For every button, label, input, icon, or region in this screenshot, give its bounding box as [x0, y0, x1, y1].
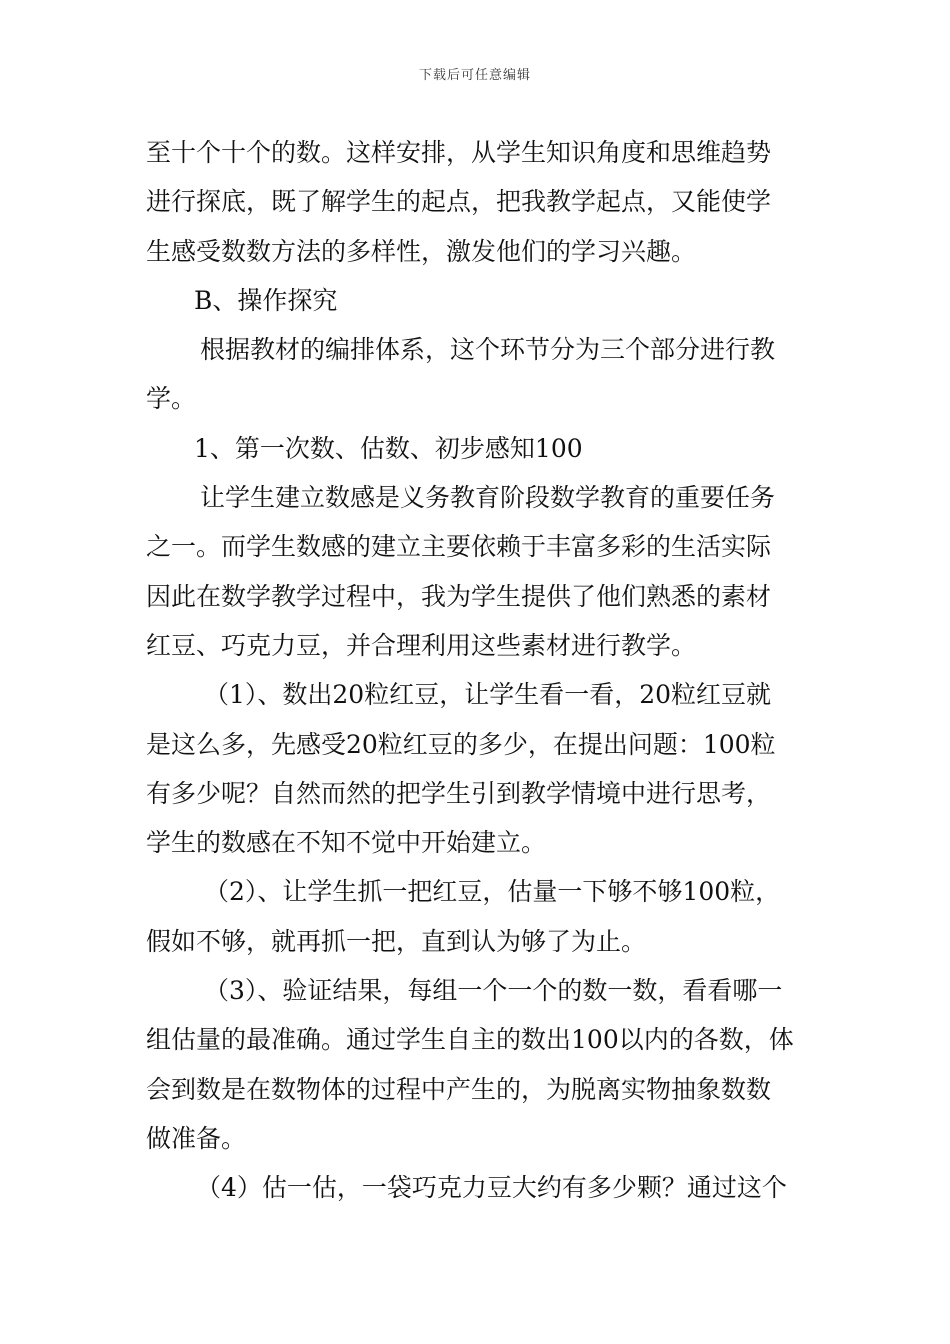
page-header: 下载后可任意编辑 [418, 68, 531, 83]
list-item: （3）、验证结果，每组一个一个的数一数，看看哪一 [204, 976, 783, 1006]
text-line: 根据教材的编排体系，这个环节分为三个部分进行教 [200, 335, 776, 365]
text-line: 因此在数学教学过程中，我为学生提供了他们熟悉的素材 [146, 581, 772, 611]
text-line: 让学生建立数感是义务教育阶段数学教育的重要任务 [200, 483, 776, 513]
document-body [146, 128, 808, 1213]
text-line: 假如不够，就再抓一把，直到认为够了为止。 [146, 926, 647, 956]
list-item: （1）、数出20粒红豆，让学生看一看，20粒红豆就 [204, 680, 772, 710]
text-line: 是这么多，先感受20粒红豆的多少，在提出问题：100粒 [146, 729, 776, 759]
text-line: 做准备。 [146, 1123, 247, 1153]
text-line: 红豆、巧克力豆，并合理利用这些素材进行教学。 [146, 630, 697, 660]
text-line: 有多少呢？自然而然的把学生引到教学情境中进行思考， [146, 778, 772, 808]
text-line: 会到数是在数物体的过程中产生的，为脱离实物抽象数数 [146, 1074, 772, 1104]
text-line: 组估量的最准确。通过学生自主的数出100以内的各数，体 [146, 1025, 794, 1055]
text-line: 生感受数数方法的多样性，激发他们的学习兴趣。 [146, 236, 697, 266]
list-item: （4）估一估，一袋巧克力豆大约有多少颗？通过这个 [196, 1173, 787, 1203]
subsection-heading: 1、第一次数、估数、初步感知100 [194, 433, 583, 463]
text-line: 进行探底，既了解学生的起点，把我教学起点，又能使学 [146, 187, 772, 217]
section-heading: B、操作探究 [194, 285, 338, 315]
text-line: 学生的数感在不知不觉中开始建立。 [146, 828, 547, 858]
text-line: 至十个十个的数。这样安排，从学生知识角度和思维趋势 [146, 138, 772, 167]
text-line: 之一。而学生数感的建立主要依赖于丰富多彩的生活实际 [146, 532, 772, 562]
list-item: （2）、让学生抓一把红豆，估量一下够不够100粒， [204, 877, 781, 907]
text-line: 学。 [146, 384, 197, 414]
